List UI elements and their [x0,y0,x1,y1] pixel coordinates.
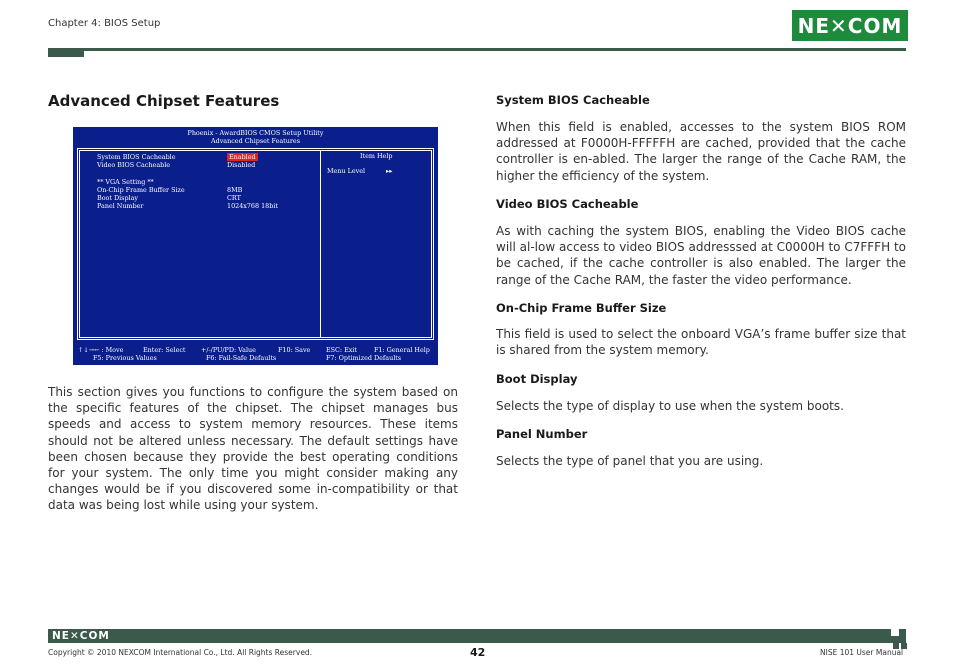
bios-key-hint: F7: Optimized Defaults [326,354,402,362]
intro-paragraph: This section gives you functions to configure the system based on the specific features of the chipset. The chipset manages bus speeds and access to system memory resources. These items should not be altered unless necessary. The default settings have been chosen because they provide the best operating conditions for your system. The only time you might consider making any changes would be if you discovered some in-compatibility or that data was being lost while using your system. [48,385,458,513]
section-title: Advanced Chipset Features [48,92,280,110]
bios-menu-level: Menu Level [327,167,366,175]
bios-row-label: On-Chip Frame Buffer Size [97,186,185,194]
bios-key-hint: ESC: Exit [326,346,357,354]
bios-row-value-selected[interactable]: Enabled [229,153,256,161]
heading-video-bios-cacheable: Video BIOS Cacheable [496,197,639,211]
bios-row-label: Panel Number [97,202,144,210]
bios-row-label: Video BIOS Cacheable [97,161,171,169]
heading-frame-buffer-size: On-Chip Frame Buffer Size [496,301,667,315]
bios-key-hint: F6: Fail-Safe Defaults [206,354,277,362]
copyright-text: Copyright © 2010 NEXCOM International Co., Ltd. All Rights Reserved. [48,648,313,657]
bios-subtitle: Advanced Chipset Features [210,137,300,145]
page-number: 42 [470,646,486,659]
bios-row-label: System BIOS Cacheable [97,153,176,161]
bios-row-value[interactable]: CRT [227,194,241,202]
bios-row-label: ** VGA Setting ** [97,178,154,186]
bios-row-value[interactable]: 8MB [227,186,243,194]
paragraph-panel-number: Selects the type of panel that you are using. [496,454,764,468]
bios-screenshot [73,127,438,365]
bios-key-hint: +/-/PU/PD: Value [201,346,256,354]
heading-system-bios-cacheable: System BIOS Cacheable [496,93,650,107]
paragraph-system-bios-cacheable: When this field is enabled, accesses to the system BIOS ROM addressed at F0000H-FFFFFH are cached, provided that the cache controller is en-abled. The larger the range of the Cache RAM, the higher the efficiency of the system. [496,120,906,183]
nexcom-logo [792,10,908,41]
bios-item-help: Item Help [360,152,393,160]
bios-key-hint: F1: General Help [374,346,430,354]
bios-row-value[interactable]: Disabled [227,161,256,169]
bios-row-value[interactable]: 1024x768 18bit [227,202,278,210]
paragraph-frame-buffer-size: This field is used to select the onboard VGA’s frame buffer size that is shared from the system memory. [496,327,906,358]
bios-key-hint: Enter: Select [143,346,186,354]
corner-mark [891,628,899,636]
heading-boot-display: Boot Display [496,372,578,386]
bios-row-label: Boot Display [97,194,138,202]
header-rule [48,48,906,51]
bios-key-hint: F5: Previous Values [93,354,157,362]
manual-name: NISE 101 User Manual [820,648,904,657]
menu-arrows-icon: ▸▸ [386,167,393,175]
paragraph-video-bios-cacheable: As with caching the system BIOS, enabling the Video BIOS cache will al-low access to video BIOS addresssed at C0000H to C7FFFH to be cached, if the cache controller is also enabled. The larger the range of the Cache RAM, the faster the video performance. [496,224,906,287]
bios-key-hint: ↑↓→← : Move [78,346,124,354]
footer-logo: NE✕COM [52,630,110,642]
paragraph-boot-display: Selects the type of display to use when the system boots. [496,399,844,413]
bios-key-hint: F10: Save [278,346,311,354]
chapter-label: Chapter 4: BIOS Setup [48,18,161,29]
logo-text: NE✕COM [797,13,903,38]
header-rule-tab [48,48,84,57]
bios-divider [320,150,321,338]
bios-title: Phoenix - AwardBIOS CMOS Setup Utility [187,129,324,137]
footer-bar [48,629,906,643]
heading-panel-number: Panel Number [496,427,588,441]
